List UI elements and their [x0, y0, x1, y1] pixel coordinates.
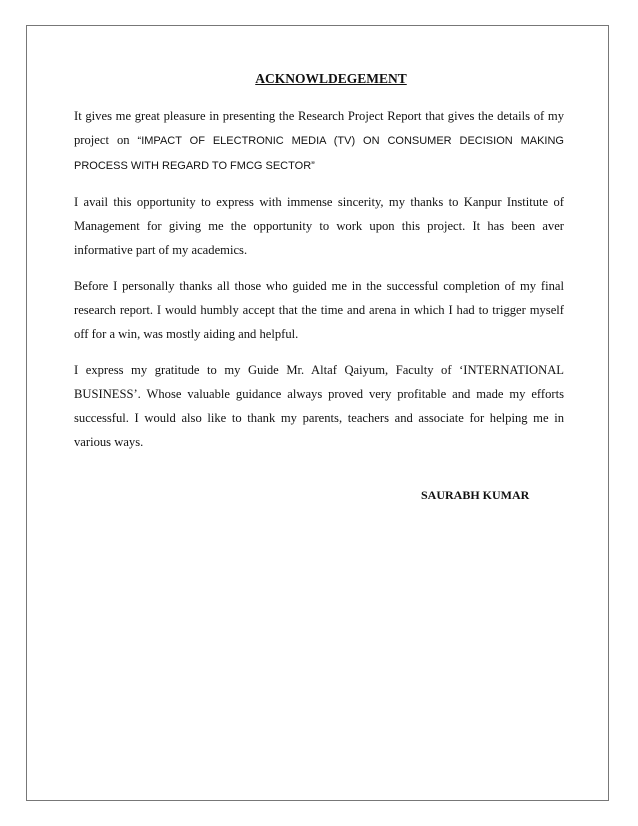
- paragraph-thanks-institute: I avail this opportunity to express with immense sincerity, my thanks to Kanpur Institute of Management for giving me the opportunity to work upon this project. It has been aver informative part of my academics.: [74, 195, 564, 257]
- signature-name: SAURABH KUMAR: [421, 488, 530, 502]
- project-title-text: “IMPACT OF ELECTRONIC MEDIA (TV) ON CONSUMER DECISION MAKING PROCESS WITH REGARD TO FMCG SECTOR”: [74, 135, 564, 172]
- acknowledgement-body: [74, 71, 564, 466]
- intro-text: It gives me great pleasure in presenting the Research Project Report that gives the details of my project on: [74, 109, 564, 147]
- paragraph-gratitude: I express my gratitude to my Guide Mr. Altaf Qaiyum, Faculty of ‘INTERNATIONAL BUSINESS’. Whose valuable guidance always proved very profitable and made my efforts successful. I would also like to thank my parents, teachers and associate for helping me in various ways.: [74, 363, 564, 449]
- page-title: ACKNOWLDEGEMENT: [255, 71, 407, 86]
- paragraph-intro: [74, 104, 564, 178]
- paragraph-guidance: Before I personally thanks all those who guided me in the successful completion of my final research report. I would humbly accept that the time and arena in which I had to trigger myself off for a win, was mostly aiding and helpful.: [74, 279, 564, 341]
